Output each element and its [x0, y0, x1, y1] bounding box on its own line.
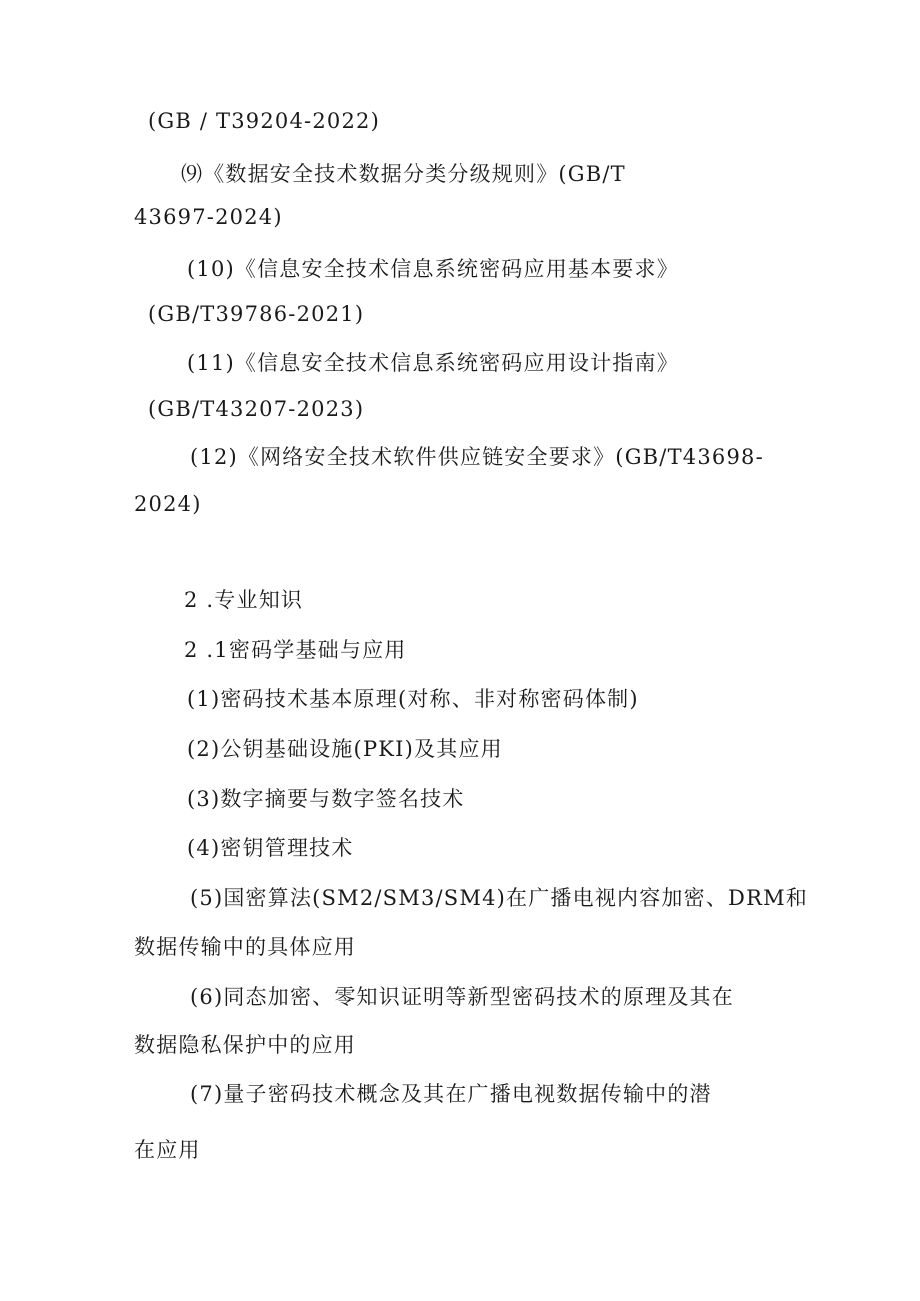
list-item-2: (2)公钥基础设施(PKI)及其应用 — [187, 737, 503, 761]
list-item-7-cont: 在应用 — [134, 1138, 201, 1162]
section-heading: 2 .专业知识 — [184, 588, 304, 612]
list-item-6-cont: 数据隐私保护中的应用 — [134, 1033, 356, 1057]
list-item-5-cont: 数据传输中的具体应用 — [134, 935, 356, 959]
list-item-1: (1)密码技术基本原理(对称、非对称密码体制) — [187, 687, 639, 711]
ref-9-code: 43697-2024) — [134, 205, 283, 229]
subsection-heading: 2 .1密码学基础与应用 — [184, 638, 407, 662]
ref-11-code: (GB/T43207-2023) — [148, 397, 365, 421]
ref-12-code: 2024) — [134, 492, 202, 516]
ref-12-title: (12)《网络安全技术软件供应链安全要求》(GB/T43698- — [190, 445, 764, 469]
ref-10-title: (10)《信息安全技术信息系统密码应用基本要求》 — [187, 257, 679, 281]
list-item-7: (7)量子密码技术概念及其在广播电视数据传输中的潜 — [190, 1082, 712, 1106]
list-item-5: (5)国密算法(SM2/SM3/SM4)在广播电视内容加密、DRM和 — [190, 886, 808, 910]
list-item-4: (4)密钥管理技术 — [187, 836, 354, 860]
ref-10-code: (GB/T39786-2021) — [148, 302, 365, 326]
ref-9-title: ⑼《数据安全技术数据分类分级规则》(GB/T — [181, 162, 626, 186]
list-item-6: (6)同态加密、零知识证明等新型密码技术的原理及其在 — [190, 985, 734, 1009]
ref-11-title: (11)《信息安全技术信息系统密码应用设计指南》 — [187, 351, 679, 375]
ref-8-code: (GB / T39204-2022) — [148, 109, 380, 133]
list-item-3: (3)数字摘要与数字签名技术 — [187, 787, 465, 811]
